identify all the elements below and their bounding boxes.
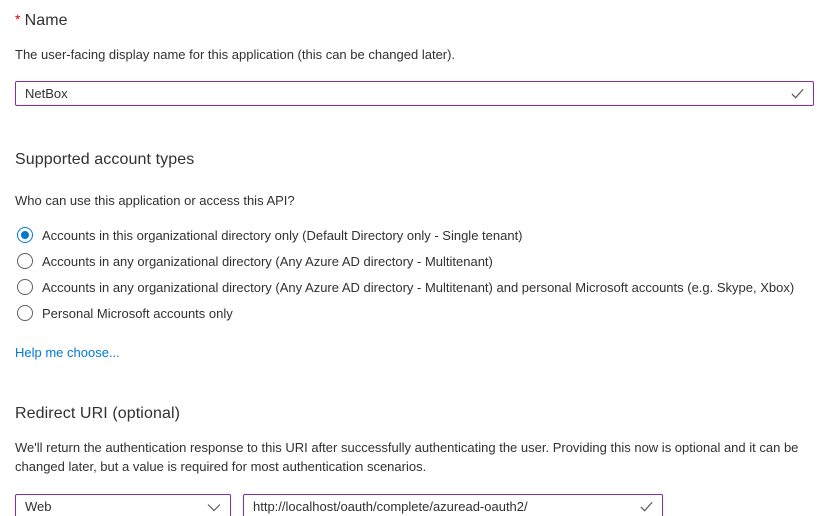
chevron-down-icon <box>207 501 221 513</box>
redirect-uri-title: Redirect URI (optional) <box>15 405 181 422</box>
radio-option-label: Personal Microsoft accounts only <box>42 305 233 321</box>
radio-option-label: Accounts in any organizational directory (Any Azure AD directory - Multitenant) and personal Microsoft accounts (e.g. Skype, Xbox) <box>42 279 795 295</box>
name-description: The user-facing display name for this application (this can be changed later). <box>15 47 456 62</box>
uri-input-wrap <box>243 494 663 516</box>
name-section-title <box>15 12 814 30</box>
name-input[interactable] <box>15 81 814 106</box>
radio-button[interactable] <box>17 305 33 321</box>
radio-option-single-tenant[interactable] <box>15 222 814 248</box>
radio-button[interactable] <box>17 227 33 243</box>
radio-option-label: Accounts in this organizational directory only (Default Directory only - Single tenant) <box>42 227 523 243</box>
name-section-title-text: Name <box>24 12 68 29</box>
radio-option-label: Accounts in any organizational directory (Any Azure AD directory - Multitenant) <box>42 253 493 269</box>
account-types-title: Supported account types <box>15 151 195 168</box>
platform-select[interactable] <box>15 494 231 516</box>
redirect-uri-description: We'll return the authentication response to this URI after successfully authenticating the user. Providing this now is optional and it can be changed later, but a value is required for most authentication scenarios. <box>15 440 799 474</box>
radio-option-personal-only[interactable] <box>15 300 814 326</box>
redirect-uri-row <box>15 494 814 516</box>
radio-option-multitenant[interactable] <box>15 248 814 274</box>
required-asterisk: * <box>15 11 21 27</box>
account-types-radio-group <box>15 222 814 326</box>
platform-select-value: Web <box>25 499 52 514</box>
radio-button[interactable] <box>17 279 33 295</box>
radio-button[interactable] <box>17 253 33 269</box>
redirect-uri-input[interactable] <box>243 494 663 516</box>
name-input-wrap <box>15 81 814 106</box>
account-types-question: Who can use this application or access this API? <box>15 193 295 208</box>
radio-option-multitenant-personal[interactable] <box>15 274 814 300</box>
help-me-choose-link[interactable]: Help me choose... <box>15 345 120 360</box>
